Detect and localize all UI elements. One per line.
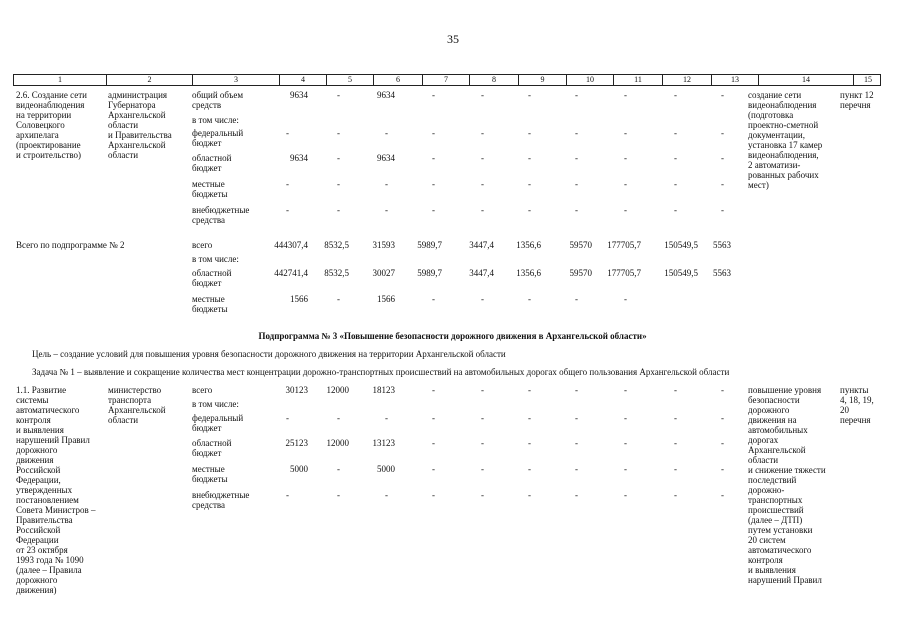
- column-header-8: 8: [470, 75, 519, 85]
- block1-dash-r4-c11: -: [624, 205, 627, 215]
- block1-dash-r2-c11: -: [624, 153, 627, 163]
- block2-local-c4: 1566: [290, 294, 308, 304]
- block2-regional-c4: 442741,4: [274, 268, 308, 278]
- block1-dash-r4-c5: -: [337, 205, 340, 215]
- subprogram-goal: Цель – создание условий для повышения уровня безопасности дорожного движения на территории Архангельской области: [32, 349, 506, 359]
- block3-dash-r0-c7: -: [432, 385, 435, 395]
- block3-dash-r3-c12: -: [674, 464, 677, 474]
- block1-dash-r1-c7: -: [432, 128, 435, 138]
- block3-dash-r3-c8: -: [481, 464, 484, 474]
- column-header-14: 14: [759, 75, 854, 85]
- block1-dash-r2-c9: -: [528, 153, 531, 163]
- block1-source-local: местные бюджеты: [192, 179, 228, 199]
- block1-dash-r3-c13: -: [721, 179, 724, 189]
- block3-source-local: местные бюджеты: [192, 464, 228, 484]
- block1-dash-r2-c10: -: [575, 153, 578, 163]
- block2-local-dash-c5: -: [337, 294, 340, 304]
- block3-value-r2-c5: 12000: [326, 438, 349, 448]
- block2-local-dash-c10: -: [575, 294, 578, 304]
- block3-value-r2-c6: 13123: [372, 438, 395, 448]
- column-header-13: 13: [712, 75, 759, 85]
- block3-dash-r2-c10: -: [575, 438, 578, 448]
- subprogram-task: Задача № 1 – выявление и сокращение количества мест концентрации дорожно-транспортных происшествий на автомобильных дорогах общего пользования Архангельской области: [32, 367, 730, 377]
- block1-dash-r0-c11: -: [624, 90, 627, 100]
- block3-dash-r1-c13: -: [721, 413, 724, 423]
- block3-dash-r1-c7: -: [432, 413, 435, 423]
- block2-source-local: местные бюджеты: [192, 294, 228, 314]
- block3-value-r0-c4: 30123: [285, 385, 308, 395]
- block2-total-c5: 8532,5: [324, 240, 349, 250]
- block2-regional-c11: 177705,7: [607, 268, 641, 278]
- block1-dash-r3-c8: -: [481, 179, 484, 189]
- column-header-5: 5: [327, 75, 374, 85]
- block3-value-r0-c5: 12000: [326, 385, 349, 395]
- block3-dash-r1-c12: -: [674, 413, 677, 423]
- block1-dash-r3-c12: -: [674, 179, 677, 189]
- block1-activity-name: 2.6. Создание сети видеонаблюдения на территории Соловецкого архипелага (проектирование и строительство): [16, 90, 87, 160]
- block3-source-federal: федеральный бюджет: [192, 413, 244, 433]
- block1-dash-r3-c4: -: [286, 179, 289, 189]
- block3-dash-r0-c8: -: [481, 385, 484, 395]
- block1-value-r0-c6: 9634: [377, 90, 395, 100]
- block1-dash-r0-c9: -: [528, 90, 531, 100]
- block1-dash-r4-c6: -: [385, 205, 388, 215]
- block1-dash-r1-c10: -: [575, 128, 578, 138]
- block1-dash-r0-c7: -: [432, 90, 435, 100]
- column-header-row: [13, 74, 881, 86]
- block3-source-total: всего: [192, 385, 213, 395]
- block2-total-c8: 3447,4: [469, 240, 494, 250]
- page-number: 35: [447, 32, 459, 46]
- block3-value-r3-c6: 5000: [377, 464, 395, 474]
- block1-list-item: пункт 12 перечня: [840, 90, 874, 110]
- block2-local-dash-c8: -: [481, 294, 484, 304]
- block3-dash-r2-c11: -: [624, 438, 627, 448]
- column-header-1: 1: [14, 75, 107, 85]
- block1-dash-r3-c11: -: [624, 179, 627, 189]
- block3-dash-r2-c8: -: [481, 438, 484, 448]
- block1-dash-r3-c5: -: [337, 179, 340, 189]
- block3-dash-r3-c5: -: [337, 464, 340, 474]
- block3-dash-r0-c9: -: [528, 385, 531, 395]
- block2-regional-c6: 30027: [372, 268, 395, 278]
- column-header-11: 11: [614, 75, 663, 85]
- block1-dash-r3-c6: -: [385, 179, 388, 189]
- block3-dash-r3-c9: -: [528, 464, 531, 474]
- block3-value-r3-c4: 5000: [290, 464, 308, 474]
- block3-dash-r1-c4: -: [286, 413, 289, 423]
- block3-dash-r4-c6: -: [385, 490, 388, 500]
- block2-regional-c13: 5563: [713, 268, 731, 278]
- block3-dash-r1-c10: -: [575, 413, 578, 423]
- block2-local-dash-c11: -: [624, 294, 627, 304]
- column-header-2: 2: [107, 75, 193, 85]
- block1-source-federal: федеральный бюджет: [192, 128, 244, 148]
- block2-regional-c7: 5989,7: [417, 268, 442, 278]
- block3-dash-r3-c7: -: [432, 464, 435, 474]
- block3-activity-name: 1.1. Развитие системы автоматического контроля и выявления нарушений Правил дорожного движения Российской Федерации, утвержденных постановлением Совета Министров – Правительства Российской Федерации от 23 октября 1993 года № 1090 (далее – Правила дорожного движения): [16, 385, 96, 595]
- block3-dash-r0-c13: -: [721, 385, 724, 395]
- block3-dash-r0-c11: -: [624, 385, 627, 395]
- column-header-15: 15: [864, 75, 872, 84]
- column-header-10: 10: [567, 75, 614, 85]
- block1-result: создание сети видеонаблюдения (подготовка проектно-сметной документации, установка 17 камер видеонаблюдения, 2 автоматизи- рованных рабочих мест): [748, 90, 823, 190]
- block2-source-regional: областной бюджет: [192, 268, 232, 288]
- block2-total-c6: 31593: [372, 240, 395, 250]
- block3-executor: министерство транспорта Архангельской области: [108, 385, 166, 425]
- block2-total-c11: 177705,7: [607, 240, 641, 250]
- block1-dash-r2-c7: -: [432, 153, 435, 163]
- column-header-12: 12: [663, 75, 712, 85]
- block1-dash-r2-c12: -: [674, 153, 677, 163]
- block3-dash-r2-c12: -: [674, 438, 677, 448]
- block3-dash-r2-c7: -: [432, 438, 435, 448]
- block1-value-r0-c4: 9634: [290, 90, 308, 100]
- block1-dash-r3-c10: -: [575, 179, 578, 189]
- block2-total-c4: 444307,4: [274, 240, 308, 250]
- block1-dash-r4-c13: -: [721, 205, 724, 215]
- block3-dash-r4-c10: -: [575, 490, 578, 500]
- block1-dash-r4-c10: -: [575, 205, 578, 215]
- block3-dash-r2-c9: -: [528, 438, 531, 448]
- block1-source-total: общий объем средств: [192, 90, 244, 110]
- block2-source-incl: в том числе:: [192, 254, 239, 264]
- block2-total-c7: 5989,7: [417, 240, 442, 250]
- block2-local-c6: 1566: [377, 294, 395, 304]
- column-header-6: 6: [374, 75, 423, 85]
- block3-dash-r0-c12: -: [674, 385, 677, 395]
- block3-source-extrabudget: внебюджетные средства: [192, 490, 250, 510]
- block3-dash-r4-c11: -: [624, 490, 627, 500]
- block2-regional-c8: 3447,4: [469, 268, 494, 278]
- column-header-9: 9: [519, 75, 567, 85]
- block2-total-c13: 5563: [713, 240, 731, 250]
- block1-dash-r1-c4: -: [286, 128, 289, 138]
- block3-value-r2-c4: 25123: [285, 438, 308, 448]
- block1-dash-r4-c4: -: [286, 205, 289, 215]
- block1-dash-r2-c8: -: [481, 153, 484, 163]
- block1-value-r2-c4: 9634: [290, 153, 308, 163]
- block3-dash-r3-c11: -: [624, 464, 627, 474]
- block3-source-regional: областной бюджет: [192, 438, 232, 458]
- block2-regional-c5: 8532,5: [324, 268, 349, 278]
- column-header-7: 7: [423, 75, 470, 85]
- block3-dash-r0-c10: -: [575, 385, 578, 395]
- block1-dash-r1-c8: -: [481, 128, 484, 138]
- block2-local-dash-c9: -: [528, 294, 531, 304]
- block3-dash-r1-c6: -: [385, 413, 388, 423]
- block1-dash-r4-c12: -: [674, 205, 677, 215]
- block1-dash-r4-c9: -: [528, 205, 531, 215]
- block3-dash-r4-c5: -: [337, 490, 340, 500]
- block3-dash-r4-c7: -: [432, 490, 435, 500]
- block1-dash-r1-c13: -: [721, 128, 724, 138]
- block3-dash-r4-c12: -: [674, 490, 677, 500]
- block1-source-extrabudget: внебюджетные средства: [192, 205, 250, 225]
- block3-dash-r4-c4: -: [286, 490, 289, 500]
- block1-dash-r0-c8: -: [481, 90, 484, 100]
- block3-dash-r1-c9: -: [528, 413, 531, 423]
- block1-dash-r1-c12: -: [674, 128, 677, 138]
- block3-result: повышение уровня безопасности дорожного движения на автомобильных дорогах Архангельской области и снижение тяжести последствий дорожно- транспортных происшествий (далее – ДТП) путем установки 20 систем автоматического контроля и выявления нарушений Правил: [748, 385, 826, 585]
- block3-dash-r3-c10: -: [575, 464, 578, 474]
- column-header-4: 4: [280, 75, 327, 85]
- block1-dash-r4-c8: -: [481, 205, 484, 215]
- block2-total-c10: 59570: [569, 240, 592, 250]
- block1-executor: администрация Губернатора Архангельской области и Правительства Архангельской области: [108, 90, 172, 160]
- block2-total-c12: 150549,5: [664, 240, 698, 250]
- block1-dash-r0-c10: -: [575, 90, 578, 100]
- block1-dash-r2-c5: -: [337, 153, 340, 163]
- block2-regional-c9: 1356,6: [516, 268, 541, 278]
- block1-value-r2-c6: 9634: [377, 153, 395, 163]
- block3-list-item: пункты 4, 18, 19, 20 перечня: [840, 385, 874, 425]
- block2-source-total: всего: [192, 240, 213, 250]
- block2-title: Всего по подпрограмме № 2: [16, 240, 125, 250]
- subprogram-title: Подпрограмма № 3 «Повышение безопасности дорожного движения в Архангельской области»: [258, 331, 647, 341]
- block1-dash-r1-c11: -: [624, 128, 627, 138]
- block1-dash-r3-c7: -: [432, 179, 435, 189]
- block2-total-c9: 1356,6: [516, 240, 541, 250]
- block1-dash-r0-c5: -: [337, 90, 340, 100]
- block3-dash-r1-c5: -: [337, 413, 340, 423]
- block1-dash-r4-c7: -: [432, 205, 435, 215]
- column-header-3: 3: [193, 75, 280, 85]
- block1-dash-r0-c12: -: [674, 90, 677, 100]
- block3-dash-r1-c8: -: [481, 413, 484, 423]
- block3-dash-r2-c13: -: [721, 438, 724, 448]
- block1-dash-r1-c9: -: [528, 128, 531, 138]
- block3-value-r0-c6: 18123: [372, 385, 395, 395]
- block1-dash-r3-c9: -: [528, 179, 531, 189]
- block1-dash-r2-c13: -: [721, 153, 724, 163]
- block3-dash-r3-c13: -: [721, 464, 724, 474]
- block1-dash-r1-c6: -: [385, 128, 388, 138]
- block1-source-regional: областной бюджет: [192, 153, 232, 173]
- block3-dash-r4-c9: -: [528, 490, 531, 500]
- block3-dash-r4-c13: -: [721, 490, 724, 500]
- block2-regional-c10: 59570: [569, 268, 592, 278]
- block1-source-incl: в том числе:: [192, 115, 239, 125]
- block3-source-incl: в том числе:: [192, 399, 239, 409]
- block2-regional-c12: 150549,5: [664, 268, 698, 278]
- block1-dash-r1-c5: -: [337, 128, 340, 138]
- block2-local-dash-c7: -: [432, 294, 435, 304]
- block3-dash-r4-c8: -: [481, 490, 484, 500]
- block1-dash-r0-c13: -: [721, 90, 724, 100]
- block3-dash-r1-c11: -: [624, 413, 627, 423]
